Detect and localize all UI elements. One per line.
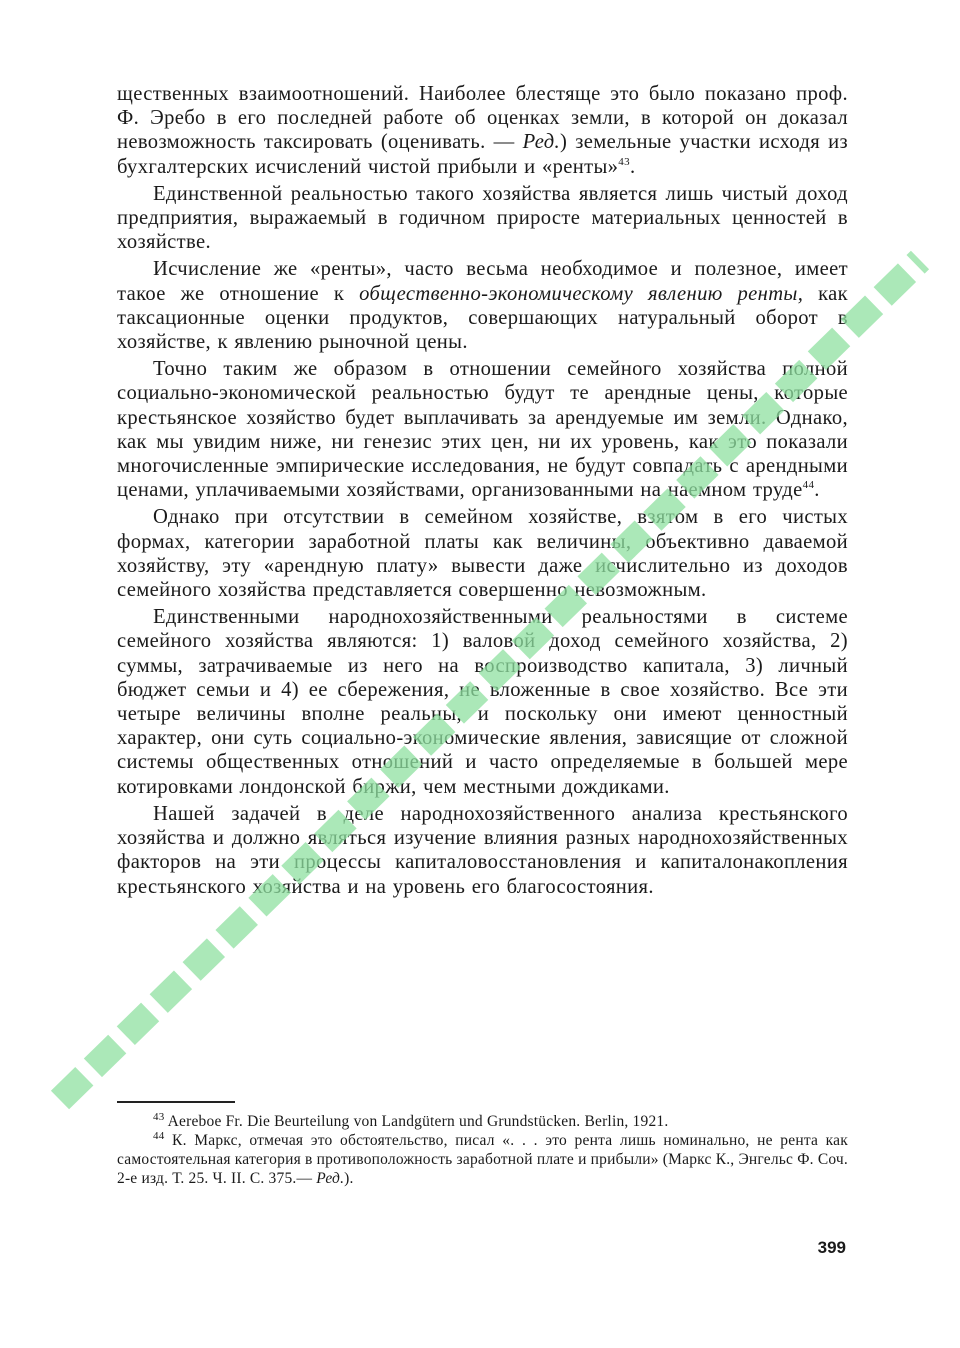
text-run: Нашей задачей в деле народнохозяйственного анализа крестьянского хозяйства и должно являться изучение влияния разных народнохозяйственных факторов на эти процессы капиталовосстановления и капиталонакопления крестьянского хозяйства и на уровень его благосостояния. xyxy=(117,802,848,898)
text-run: щественных взаимоотношений. Наиболее блестяще это было показано проф. Ф. Эребо в его последней работе об оценках земли, в которой он доказал невозможность таксировать (оценивать. — xyxy=(117,83,848,154)
footnote-ref: 43 xyxy=(618,155,630,168)
text-run: . xyxy=(630,155,636,178)
paragraph xyxy=(117,257,848,354)
footnote-divider xyxy=(117,1101,235,1103)
paragraph xyxy=(117,82,848,179)
footnote xyxy=(117,1112,848,1131)
italic-text: общественно-экономическому явлению ренты, xyxy=(359,282,804,305)
text-run: ). xyxy=(344,1170,354,1187)
page-body xyxy=(117,82,848,899)
page-number: 399 xyxy=(817,1238,846,1257)
footnote-ref: 44 xyxy=(153,1129,165,1142)
italic-text: Ред. xyxy=(316,1170,345,1187)
paragraph xyxy=(117,505,848,602)
text-run: Однако при отсутствии в семейном хозяйстве, взятом в его чистых формах, категории заработной платы как величины, объективно даваемой хозяйству, эту «арендную плату» вывести даже исчислительно из доходов семейного хозяйства представляется совершенно невозможным. xyxy=(117,506,848,602)
paragraph xyxy=(117,182,848,255)
text-run: Исчисление же «ренты», часто весьма необходимое и полезное, имеет такое же отношение к xyxy=(117,258,848,305)
text-run: Единственной реальностью такого хозяйства является лишь чистый доход предприятия, выражаемый в годичном приросте материальных ценностей в хозяйстве. xyxy=(117,182,848,254)
footnote xyxy=(117,1131,848,1188)
paragraph xyxy=(117,605,848,799)
text-run: Единственными народнохозяйственными реальностями в системе семейного хозяйства являются: 1) валовой доход семейного хозяйства, 2) суммы, затрачиваемые из него на воспроизводство капитала, 3) личный бюджет семьи и 4) ее сбережения, не вложенные в свое хозяйство. Все эти четыре величины вполне реальны, и поскольку они имеют ценностный характер, они суть социально-экономические явления, зависящие от сложной системы общественных отношений и часто определяемые в большей мере котировками лондонской биржи, чем местными дождиками. xyxy=(117,606,848,798)
footnote-ref: 43 xyxy=(153,1110,165,1123)
text-run: как таксационные оценки продуктов, совершающих натуральный оборот в хозяйстве, к явлению рыночной цены. xyxy=(117,282,849,354)
text-run: Aereboe Fr. Die Beurteilung von Landgütern und Grundstücken. Berlin, 1921. xyxy=(164,1113,669,1130)
paragraph xyxy=(117,802,848,899)
italic-text: Ред. xyxy=(522,131,561,154)
paragraph xyxy=(117,357,848,502)
text-run: . xyxy=(814,479,820,502)
footnotes xyxy=(117,1112,848,1188)
footnote-ref: 44 xyxy=(802,479,815,492)
text-run: К. Маркс, отмечая это обстоятельство, писал «. . . это рента лишь номинально, не рента как самостоятельная категория в противоположность заработной плате и прибыли» (Маркс К., Энгельс Ф. Соч. 2-е изд. Т. 25. Ч. II. С. 375.— xyxy=(117,1132,848,1187)
text-run: Точно таким же образом в отношении семейного хозяйства полной социально-экономической реальностью будут те арендные цены, которые крестьянское хозяйство будет выплачивать за арендуемые им земли. Однако, как мы увидим ниже, ни генезис этих цен, ни их уровень, как это показали многочисленные эмпирические исследования, не будут совпадать с арендными ценами, уплачиваемыми хозяйствами, организованными на наемном труде xyxy=(117,358,848,502)
text-run: ) земельные участки исходя из бухгалтерских исчислений чистой прибыли и «ренты» xyxy=(117,131,849,178)
